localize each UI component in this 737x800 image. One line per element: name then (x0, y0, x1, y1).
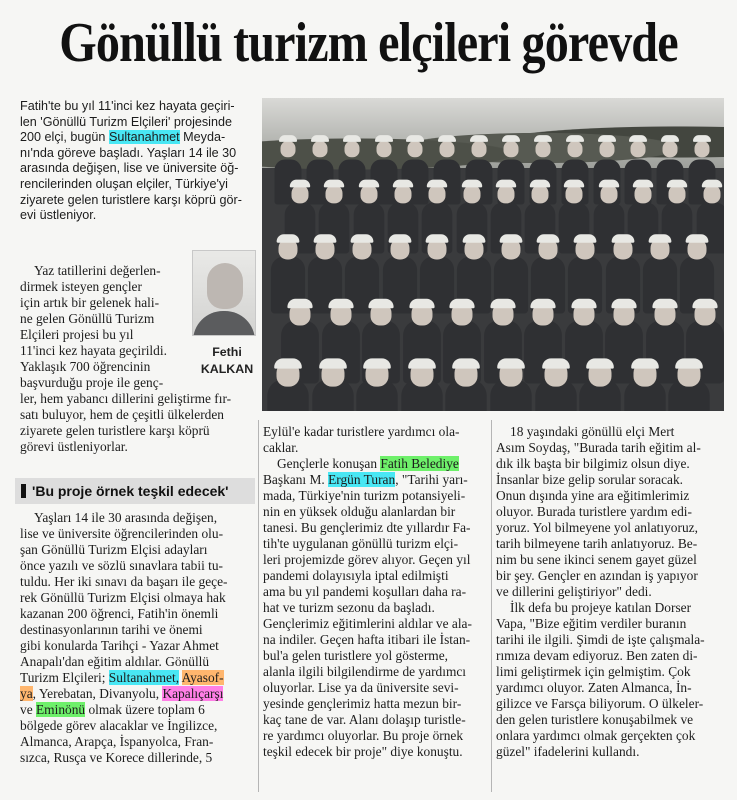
photo-figure-cap (611, 234, 634, 243)
photo-figure-cap (661, 135, 679, 142)
photo-figure-head (635, 185, 652, 204)
text-line: mada, Türkiye'nin turizm potansiyeli- (263, 488, 466, 503)
photo-figure-cap (701, 180, 721, 188)
text-line: caklar. (263, 440, 299, 455)
text-line (20, 686, 227, 702)
photo-figure-cap (368, 299, 393, 308)
text-line: yardımcı oluyor. Zaten Almanca, İn- (496, 680, 692, 695)
text-line (263, 456, 472, 472)
photo-figure-cap (279, 135, 297, 142)
text-line: Anapalı'dan eğitim aldılar. Gönüllü (20, 654, 210, 669)
text-line: sızca, Rusça ve Korece dillerinde, 5 (20, 750, 213, 765)
text-line: tanesi. Bu gençlerimiz dte yıllardır Fa- (263, 520, 471, 535)
photo-figure-head (360, 185, 377, 204)
photo-figure-cap (290, 180, 310, 188)
news-photo (262, 98, 724, 411)
photo-figure-head (535, 141, 550, 158)
photo-figure-cap (633, 180, 653, 188)
column-divider (258, 420, 259, 792)
text-line: dık ilk başta bir bilgimiz olsun diye. (496, 456, 690, 471)
photo-figure-cap (311, 135, 329, 142)
photo-figure-cap (470, 135, 488, 142)
photo-figure-cap (358, 180, 378, 188)
photo-figure-cap (363, 358, 391, 368)
photo-figure-cap (599, 180, 619, 188)
photo-figure-cap (598, 135, 616, 142)
text-line: 18 yaşındaki gönüllü elçi Mert (510, 424, 675, 439)
photo-figure-head (703, 185, 720, 204)
text-line: rek Gönüllü Turizm Elçisi olmaya hak (20, 590, 226, 605)
photo-figure-head (292, 185, 309, 204)
text-line: Asım Soydaş, "Burada tarih eğitim al- (496, 440, 701, 455)
text-line: tarih bilmeyene tarih anlatıyoruz. Be- (496, 536, 698, 551)
author-first-name: Fethi (212, 345, 242, 359)
text-line: limi geliştirmek için gelmiştim. Çok (496, 664, 691, 679)
photo-figure-head (504, 141, 519, 158)
photo-figure-cap (497, 358, 525, 368)
photo-figure-head (440, 141, 455, 158)
photo-figure-head (463, 185, 480, 204)
text-line: tih'te uygulanan gönüllü turizm elçi- (263, 536, 459, 551)
highlight-ayasofya: ya (20, 686, 33, 701)
col1-top (20, 263, 231, 455)
photo-figure-cap (648, 234, 671, 243)
photo-figure-cap (343, 135, 361, 142)
text-line (20, 130, 242, 146)
text-line: evi üstleniyor. (20, 208, 97, 223)
text-segment: ve (20, 702, 36, 717)
photo-figure-cap (531, 299, 556, 308)
col3 (496, 424, 705, 760)
photo-figure-cap (324, 180, 344, 188)
photo-figure-cap (496, 180, 516, 188)
photo-figure-cap (375, 135, 393, 142)
lede-paragraph (20, 99, 242, 224)
text-line: nı'nda göreve başladı. Yaşları 14 ile 30 (20, 145, 237, 160)
text-line: kazanan 200 öğrenci, Fatih'in önemli (20, 606, 219, 621)
photo-figure-cap (542, 358, 570, 368)
text-line: oluyor. Burada turistlere yardım edi- (496, 504, 692, 519)
photo-figure-head (472, 141, 487, 158)
photo-figure-cap (693, 299, 718, 308)
text-line: görevi üstleniyorlar. (20, 439, 128, 454)
photo-figure-head (695, 141, 710, 158)
photo-figure-cap (351, 234, 374, 243)
photo-figure-cap (629, 135, 647, 142)
text-segment: Gençlerle konuşan (277, 456, 381, 471)
text-line: Onun dışında yine ara eğitimlerimiz (496, 488, 690, 503)
photo-figure-head (281, 141, 296, 158)
text-line: nim bu sene ikinci senem gayet güzel (496, 552, 697, 567)
photo-figure-head (344, 141, 359, 158)
photo-figure-head (326, 185, 343, 204)
photo-figure-head (429, 185, 446, 204)
photo-figure-head (567, 141, 582, 158)
text-line: rımıza devam ediyoruz. Ben zaten di- (496, 648, 698, 663)
text-line: Almanca, Arapça, İspanyolca, Fran- (20, 734, 214, 749)
photo-figure-cap (534, 135, 552, 142)
photo-figure-head (669, 185, 686, 204)
text-line: için artık bir gelenek hali- (20, 295, 160, 310)
text-line: bölgede görev alacaklar ve İngilizce, (20, 718, 218, 733)
photo-figure-cap (652, 299, 677, 308)
photo-figure-cap (314, 234, 337, 243)
text-line: ziyarete gelen turistlere karşı köprü gör- (20, 192, 242, 207)
text-line: gilizce ve Farsça biliyorum. O ülkeler- (496, 696, 704, 711)
highlight-fatih-belediye: Fatih Belediye (380, 456, 459, 471)
photo-figure-head (394, 185, 411, 204)
photo-figure-head (631, 141, 646, 158)
photo-figure-cap (574, 234, 597, 243)
text-line: ama bu yıl pandemi koşulları daha ra- (263, 584, 467, 599)
highlight-kapalicarsi: Kapalıçarşı (162, 686, 224, 701)
photo-figure-cap (586, 358, 614, 368)
text-line: onlara yardımcı olmak gerçekten çok (496, 728, 696, 743)
text-line: İlk defa bu projeye katılan Dorser (510, 600, 692, 615)
photo-figure-cap (490, 299, 515, 308)
text-line: ler, hem yabancı dillerini geliştirme fır- (20, 391, 232, 406)
subhead-text: 'Bu proje örnek teşkil edecek' (32, 483, 229, 499)
photo-figure-cap (274, 358, 302, 368)
text-line: den gelen turistlere konuşabilmek ve (496, 712, 694, 727)
col2 (263, 424, 472, 760)
photo-figure-cap (571, 299, 596, 308)
text-line: Yaklaşık 700 öğrencinin (20, 359, 151, 374)
text-line: alanla ilgili bilgilendirme de yardımcı (263, 664, 467, 679)
highlight-sultanahmet: Sultanahmet, (108, 670, 180, 685)
text-line: önce yazılı ve sözlü sınavlara tabii tu- (20, 558, 224, 573)
text-segment: Meyda- (179, 130, 226, 145)
text-segment: 200 elçi, bugün (20, 130, 109, 145)
photo-figure-cap (319, 358, 347, 368)
text-line: yoruz. Yol bilmeyene yol anlatıyoruz, (496, 520, 698, 535)
text-segment: olmak üzere toplam 6 (85, 702, 205, 717)
highlight-ergun-turan: Ergün Turan (328, 472, 396, 487)
text-line: na indiler. Geçen hafta itibari ile İstan- (263, 632, 471, 647)
text-line: oluyorlar. Lise ya da üniversite sevi- (263, 680, 459, 695)
photo-figure-cap (500, 234, 523, 243)
text-line: bul'a gelen turistlere yol gösterme, (263, 648, 448, 663)
photo-figure-cap (461, 180, 481, 188)
text-line: destinasyonlarının tarihi ve önemi (20, 622, 203, 637)
author-last-name: KALKAN (200, 362, 254, 376)
photo-figure-cap (450, 299, 475, 308)
photo-figure-head (566, 185, 583, 204)
photo-figure-cap (667, 180, 687, 188)
highlight-sultanahmet: Sultanahmet (108, 130, 180, 145)
photo-figure-cap (537, 234, 560, 243)
text-line: Gençlerimiz eğitimlerini aldılar ve ala- (263, 616, 472, 631)
text-line: Yaz tatillerini değerlen- (34, 263, 161, 278)
text-line: güzel" ifadelerini kullandı. (496, 744, 640, 759)
text-line: 11'inci kez hayata geçirildi. (20, 343, 167, 358)
photo-figure-head (312, 141, 327, 158)
photo-figure-cap (409, 299, 434, 308)
text-line: arasında değişen, lise ve üniversite öğ- (20, 161, 239, 176)
photo-figure-head (532, 185, 549, 204)
highlight-eminonu: Eminönü (36, 702, 86, 717)
photo-figure-head (663, 141, 678, 158)
photo-figure-cap (425, 234, 448, 243)
photo-figure-head (497, 185, 514, 204)
text-line: Vapa, "Bize eğitim verdiler buranın (496, 616, 687, 631)
highlight-ayasofya: Ayasof- (181, 670, 224, 685)
photo-figure-cap (685, 234, 708, 243)
photo-figure-cap (530, 180, 550, 188)
text-segment: Başkanı M. (263, 472, 329, 487)
text-segment: , "Tarihi yarı- (395, 472, 468, 487)
text-line: şan Gönüllü Turizm Elçisi adayları (20, 542, 208, 557)
text-line: rencilerinden oluşan elçiler, Türkiye'yi (20, 176, 228, 191)
photo-figure-cap (277, 234, 300, 243)
photo-figure-cap (676, 358, 704, 368)
text-line: gibi konularda Tarihçi - Yazar Ahmet (20, 638, 219, 653)
photo-figure-cap (693, 135, 711, 142)
photo-figure-cap (502, 135, 520, 142)
text-line: dirmek isteyen gençler (20, 279, 142, 294)
text-line: ne gelen Gönüllü Turizm (20, 311, 155, 326)
photo-figure-cap (406, 135, 424, 142)
text-line: bir şey. Gençler en azından iş yapıyor (496, 568, 698, 583)
text-line (20, 670, 227, 686)
text-line: ziyarete gelen turistlere karşı köprü (20, 423, 210, 438)
text-line: Elçileri projesi bu yıl (20, 327, 134, 342)
text-line (263, 472, 472, 488)
photo-figure-head (599, 141, 614, 158)
text-line: satı buluyor, hem de çeşitli ülkelerden (20, 407, 224, 422)
text-line: pandemi dolayısıyla iptal edilmişti (263, 568, 449, 583)
photo-figure-cap (462, 234, 485, 243)
text-line: Yaşları 14 ile 30 arasında değişen, (34, 510, 218, 525)
text-line: kaç tane de var. Alanı dolaşıp turistle- (263, 712, 466, 727)
photo-figure-cap (427, 180, 447, 188)
photo-figure-cap (393, 180, 413, 188)
photo-figure-cap (566, 135, 584, 142)
headline: Gönüllü turizm elçileri görevde (59, 12, 678, 74)
text-line: tarihi ile ilgili. Şimdi de işte çalışmala- (496, 632, 705, 647)
photo-figure-cap (408, 358, 436, 368)
text-line: tuldu. Her iki sınavı da başarı ile geçe- (20, 574, 228, 589)
text-line: teşkil edecek bir proje" diye konuştu. (263, 744, 463, 759)
photo-figure-cap (564, 180, 584, 188)
col1-bottom (20, 510, 227, 766)
text-line: Fatih'te bu yıl 11'inci kez hayata geçiri- (20, 99, 235, 113)
text-segment: Turizm Elçileri; (20, 670, 109, 685)
text-line: İnsanlar bize gelip sorular soracak. (496, 472, 684, 487)
subhead-bullet (21, 484, 26, 498)
text-line: Eylül'e kadar turistlere yardımcı ola- (263, 424, 460, 439)
text-line: nin en yüksek olduğu alanlardan bir (263, 504, 456, 519)
photo-figure-head (408, 141, 423, 158)
text-line: hat ve turizm sezonu da başladı. (263, 600, 435, 615)
photo-figure-cap (631, 358, 659, 368)
text-line: yesinde gençlerimiz hatta mezun bir- (263, 696, 462, 711)
text-line: len 'Gönüllü Turizm Elçileri' projesinde (20, 114, 232, 129)
photo-figure-cap (328, 299, 353, 308)
text-line: başvurduğu proje ile genç- (20, 375, 164, 390)
photo-figure-cap (287, 299, 312, 308)
subhead (15, 478, 255, 504)
photo-figure-cap (612, 299, 637, 308)
text-segment: , Yerebatan, Divanyolu, (32, 686, 163, 701)
text-line: ve dillerini geliştiriyor" dedi. (496, 584, 652, 599)
photo-figure-cap (438, 135, 456, 142)
text-line (20, 702, 227, 718)
photo-figure-cap (453, 358, 481, 368)
text-line: leri projemizde görev alıyor. Geçen yıl (263, 552, 471, 567)
photo-figure-head (600, 185, 617, 204)
photo-figure-cap (388, 234, 411, 243)
text-line: lise ve üniversite öğrencilerinden olu- (20, 526, 224, 541)
photo-figure-head (376, 141, 391, 158)
column-divider (491, 420, 492, 792)
text-line: re yardımcı oluyorlar. Bu proje örnek (263, 728, 464, 743)
